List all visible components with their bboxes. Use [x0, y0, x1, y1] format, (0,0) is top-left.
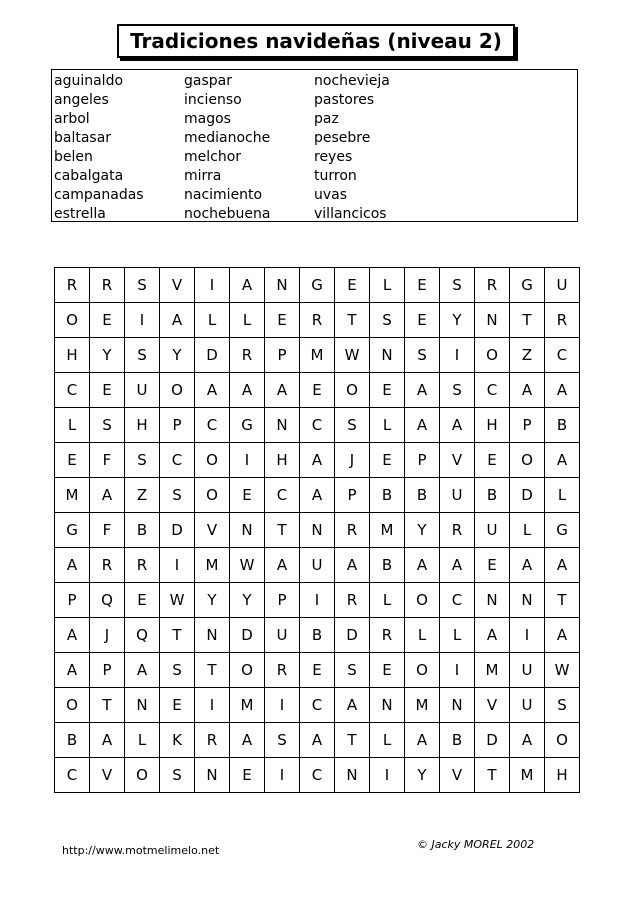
grid-cell[interactable]: N	[230, 513, 265, 548]
grid-cell[interactable]: E	[475, 443, 510, 478]
word-item: nochebuena	[184, 206, 271, 222]
grid-cell[interactable]: T	[195, 653, 230, 688]
grid-cell[interactable]: J	[90, 618, 125, 653]
grid-cell[interactable]: A	[510, 723, 545, 758]
grid-cell[interactable]: A	[55, 653, 90, 688]
grid-cell[interactable]: I	[440, 338, 475, 373]
grid-cell[interactable]: E	[125, 583, 160, 618]
grid-cell[interactable]: T	[335, 303, 370, 338]
grid-cell[interactable]: S	[335, 408, 370, 443]
grid-cell[interactable]: C	[440, 583, 475, 618]
grid-cell[interactable]: S	[265, 723, 300, 758]
grid-cell[interactable]: A	[160, 303, 195, 338]
grid-row	[55, 373, 580, 408]
grid-cell[interactable]: U	[510, 653, 545, 688]
grid-cell[interactable]: H	[125, 408, 160, 443]
grid-cell[interactable]: S	[125, 443, 160, 478]
grid-cell[interactable]: P	[405, 443, 440, 478]
grid-cell[interactable]: A	[405, 373, 440, 408]
grid-row	[55, 688, 580, 723]
grid-cell[interactable]: L	[370, 268, 405, 303]
grid-cell[interactable]: C	[160, 443, 195, 478]
grid-cell[interactable]: C	[300, 758, 335, 793]
grid-cell[interactable]: L	[370, 408, 405, 443]
word-item: mirra	[184, 168, 222, 184]
word-item: nacimiento	[184, 187, 263, 203]
word-column-3	[314, 72, 390, 224]
grid-row	[55, 653, 580, 688]
grid-cell[interactable]: I	[125, 303, 160, 338]
grid-cell[interactable]: Y	[405, 758, 440, 793]
grid-row	[55, 723, 580, 758]
grid-cell[interactable]: A	[475, 618, 510, 653]
grid-cell[interactable]: V	[195, 513, 230, 548]
grid-cell[interactable]: S	[90, 408, 125, 443]
grid-cell[interactable]: W	[335, 338, 370, 373]
grid-cell[interactable]: S	[440, 373, 475, 408]
grid-cell[interactable]: H	[55, 338, 90, 373]
grid-cell[interactable]: L	[125, 723, 160, 758]
grid-cell[interactable]: A	[125, 653, 160, 688]
grid-cell[interactable]: J	[335, 443, 370, 478]
grid-cell[interactable]: D	[475, 723, 510, 758]
page-title: Tradiciones navideñas (niveau 2)	[117, 24, 515, 58]
grid-cell[interactable]: U	[475, 513, 510, 548]
grid-row	[55, 583, 580, 618]
grid-cell[interactable]: N	[475, 583, 510, 618]
grid-cell[interactable]: E	[55, 443, 90, 478]
grid-cell[interactable]: S	[335, 653, 370, 688]
grid-cell[interactable]: E	[300, 653, 335, 688]
grid-cell[interactable]: A	[90, 478, 125, 513]
grid-cell[interactable]: C	[265, 478, 300, 513]
grid-cell[interactable]: E	[335, 268, 370, 303]
grid-cell[interactable]: K	[160, 723, 195, 758]
grid-cell[interactable]: Y	[405, 513, 440, 548]
grid-row	[55, 478, 580, 513]
grid-cell[interactable]: A	[510, 548, 545, 583]
grid-row	[55, 408, 580, 443]
grid-cell[interactable]: O	[125, 758, 160, 793]
grid-cell[interactable]: V	[90, 758, 125, 793]
grid-cell[interactable]: M	[510, 758, 545, 793]
grid-cell[interactable]: O	[230, 653, 265, 688]
grid-cell[interactable]: F	[90, 443, 125, 478]
grid-cell[interactable]: D	[195, 338, 230, 373]
grid-cell[interactable]: C	[300, 408, 335, 443]
grid-cell[interactable]: B	[55, 723, 90, 758]
grid-cell[interactable]: S	[125, 268, 160, 303]
grid-cell[interactable]: O	[55, 688, 90, 723]
word-item: villancicos	[314, 206, 387, 222]
grid-cell[interactable]: A	[230, 723, 265, 758]
word-column-2	[184, 72, 270, 224]
site-url: http://www.motmelimelo.net	[62, 844, 220, 857]
grid-cell[interactable]: L	[510, 513, 545, 548]
grid-row	[55, 548, 580, 583]
grid-cell[interactable]: S	[160, 758, 195, 793]
grid-cell[interactable]: P	[265, 338, 300, 373]
grid-cell[interactable]: M	[230, 688, 265, 723]
grid-row	[55, 338, 580, 373]
grid-cell[interactable]: P	[55, 583, 90, 618]
grid-cell[interactable]: E	[90, 303, 125, 338]
grid-cell[interactable]: A	[300, 443, 335, 478]
word-item: campanadas	[54, 187, 144, 203]
grid-cell[interactable]: L	[370, 583, 405, 618]
grid-cell[interactable]: R	[335, 583, 370, 618]
grid-cell[interactable]: R	[90, 548, 125, 583]
grid-cell[interactable]: B	[440, 723, 475, 758]
grid-cell[interactable]: Q	[90, 583, 125, 618]
grid-cell[interactable]: H	[545, 758, 580, 793]
grid-cell[interactable]: O	[55, 303, 90, 338]
word-item: angeles	[54, 92, 109, 108]
grid-cell[interactable]: E	[475, 548, 510, 583]
grid-cell[interactable]: P	[335, 478, 370, 513]
grid-cell[interactable]: E	[370, 373, 405, 408]
grid-cell[interactable]: Q	[125, 618, 160, 653]
grid-cell[interactable]: E	[405, 303, 440, 338]
grid-cell[interactable]: T	[510, 303, 545, 338]
grid-cell[interactable]: T	[545, 583, 580, 618]
grid-cell[interactable]: S	[440, 268, 475, 303]
word-item: baltasar	[54, 130, 112, 146]
grid-cell[interactable]: N	[195, 758, 230, 793]
word-item: incienso	[184, 92, 242, 108]
grid-cell[interactable]: B	[370, 478, 405, 513]
grid-cell[interactable]: P	[160, 408, 195, 443]
grid-cell[interactable]: N	[265, 408, 300, 443]
grid-cell[interactable]: R	[440, 513, 475, 548]
grid-cell[interactable]: U	[265, 618, 300, 653]
grid-cell[interactable]: A	[195, 373, 230, 408]
word-column-1	[54, 72, 144, 224]
grid-cell[interactable]: A	[335, 688, 370, 723]
grid-cell[interactable]: P	[510, 408, 545, 443]
grid-cell[interactable]: C	[55, 373, 90, 408]
grid-cell[interactable]: G	[510, 268, 545, 303]
grid-cell[interactable]: N	[440, 688, 475, 723]
grid-cell[interactable]: G	[55, 513, 90, 548]
grid-cell[interactable]: S	[160, 653, 195, 688]
grid-cell[interactable]: R	[545, 303, 580, 338]
grid-cell[interactable]: R	[265, 653, 300, 688]
grid-cell[interactable]: O	[160, 373, 195, 408]
grid-cell[interactable]: Y	[90, 338, 125, 373]
grid-cell[interactable]: I	[265, 758, 300, 793]
word-list	[51, 69, 578, 222]
grid-cell[interactable]: I	[440, 653, 475, 688]
grid-cell[interactable]: L	[405, 618, 440, 653]
grid-cell[interactable]: L	[195, 303, 230, 338]
grid-cell[interactable]: I	[230, 443, 265, 478]
grid-cell[interactable]: N	[195, 618, 230, 653]
grid-cell[interactable]: I	[300, 583, 335, 618]
grid-cell[interactable]: A	[510, 373, 545, 408]
word-item: magos	[184, 111, 231, 127]
grid-cell[interactable]: W	[160, 583, 195, 618]
grid-cell[interactable]: C	[55, 758, 90, 793]
grid-cell[interactable]: S	[405, 338, 440, 373]
grid-cell[interactable]: Y	[230, 583, 265, 618]
grid-cell[interactable]: L	[230, 303, 265, 338]
grid-cell[interactable]: S	[545, 688, 580, 723]
grid-cell[interactable]: R	[475, 268, 510, 303]
grid-cell[interactable]: A	[405, 548, 440, 583]
grid-cell[interactable]: A	[300, 478, 335, 513]
grid-cell[interactable]: U	[440, 478, 475, 513]
grid-cell[interactable]: Z	[510, 338, 545, 373]
grid-cell[interactable]: W	[545, 653, 580, 688]
grid-cell[interactable]: L	[55, 408, 90, 443]
grid-cell[interactable]: U	[545, 268, 580, 303]
grid-cell[interactable]: A	[300, 723, 335, 758]
grid-row	[55, 443, 580, 478]
grid-cell[interactable]: E	[90, 373, 125, 408]
grid-cell[interactable]: T	[160, 618, 195, 653]
grid-cell[interactable]: U	[300, 548, 335, 583]
grid-cell[interactable]: R	[300, 303, 335, 338]
word-item: arbol	[54, 111, 90, 127]
grid-cell[interactable]: O	[335, 373, 370, 408]
grid-cell[interactable]: A	[265, 373, 300, 408]
grid-cell[interactable]: R	[55, 268, 90, 303]
grid-cell[interactable]: F	[90, 513, 125, 548]
grid-cell[interactable]: B	[300, 618, 335, 653]
grid-cell[interactable]: N	[265, 268, 300, 303]
grid-cell[interactable]: I	[160, 548, 195, 583]
grid-cell[interactable]: H	[475, 408, 510, 443]
grid-cell[interactable]: E	[405, 268, 440, 303]
grid-row	[55, 303, 580, 338]
grid-cell[interactable]: D	[230, 618, 265, 653]
grid-cell[interactable]: Y	[440, 303, 475, 338]
grid-cell[interactable]: G	[300, 268, 335, 303]
grid-cell[interactable]: U	[125, 373, 160, 408]
grid-cell[interactable]: M	[475, 653, 510, 688]
word-item: turron	[314, 168, 357, 184]
grid-cell[interactable]: A	[90, 723, 125, 758]
grid-cell[interactable]: P	[265, 583, 300, 618]
grid-cell[interactable]: R	[125, 548, 160, 583]
grid-cell[interactable]: N	[510, 583, 545, 618]
grid-cell[interactable]: T	[265, 513, 300, 548]
grid-cell[interactable]: A	[55, 618, 90, 653]
grid-cell[interactable]: C	[545, 338, 580, 373]
grid-cell[interactable]: L	[545, 478, 580, 513]
grid-cell[interactable]: E	[370, 443, 405, 478]
grid-cell[interactable]: D	[510, 478, 545, 513]
grid-row	[55, 758, 580, 793]
grid-cell[interactable]: B	[545, 408, 580, 443]
word-item: nochevieja	[314, 73, 390, 89]
grid-cell[interactable]: E	[370, 653, 405, 688]
grid-cell[interactable]: M	[55, 478, 90, 513]
grid-cell[interactable]: O	[405, 583, 440, 618]
grid-cell[interactable]: C	[195, 408, 230, 443]
grid-cell[interactable]: A	[545, 443, 580, 478]
grid-cell[interactable]: V	[475, 688, 510, 723]
grid-cell[interactable]: S	[370, 303, 405, 338]
grid-cell[interactable]: E	[265, 303, 300, 338]
grid-row	[55, 268, 580, 303]
grid-cell[interactable]: A	[545, 618, 580, 653]
grid-cell[interactable]: I	[510, 618, 545, 653]
word-item: uvas	[314, 187, 348, 203]
copyright-notice: © Jacky MOREL 2002	[417, 838, 535, 851]
grid-cell[interactable]: W	[230, 548, 265, 583]
grid-row	[55, 513, 580, 548]
grid-cell[interactable]: T	[335, 723, 370, 758]
word-item: pastores	[314, 92, 375, 108]
grid-cell[interactable]: S	[160, 478, 195, 513]
grid-cell[interactable]: A	[405, 408, 440, 443]
grid-cell[interactable]: Z	[125, 478, 160, 513]
grid-cell[interactable]: B	[475, 478, 510, 513]
grid-cell[interactable]: N	[300, 513, 335, 548]
grid-cell[interactable]: U	[510, 688, 545, 723]
word-item: melchor	[184, 149, 242, 165]
grid-cell[interactable]: G	[230, 408, 265, 443]
grid-cell[interactable]: A	[230, 268, 265, 303]
word-item: belen	[54, 149, 93, 165]
grid-cell[interactable]: N	[475, 303, 510, 338]
grid-cell[interactable]: O	[195, 478, 230, 513]
grid-cell[interactable]: V	[160, 268, 195, 303]
grid-cell[interactable]: A	[335, 548, 370, 583]
grid-cell[interactable]: R	[230, 338, 265, 373]
grid-cell[interactable]: M	[370, 513, 405, 548]
grid-cell[interactable]: B	[125, 513, 160, 548]
grid-cell[interactable]: O	[510, 443, 545, 478]
grid-cell[interactable]: O	[405, 653, 440, 688]
grid-cell[interactable]: M	[405, 688, 440, 723]
grid-cell[interactable]: C	[300, 688, 335, 723]
grid-cell[interactable]: A	[405, 723, 440, 758]
grid-cell[interactable]: D	[335, 618, 370, 653]
grid-cell[interactable]: R	[370, 618, 405, 653]
grid-cell[interactable]: V	[440, 443, 475, 478]
word-item: estrella	[54, 206, 106, 222]
grid-cell[interactable]: P	[90, 653, 125, 688]
grid-cell[interactable]: H	[265, 443, 300, 478]
grid-cell[interactable]: L	[370, 723, 405, 758]
word-item: reyes	[314, 149, 353, 165]
grid-cell[interactable]: A	[545, 548, 580, 583]
word-item: aguinaldo	[54, 73, 124, 89]
grid-cell[interactable]: O	[475, 338, 510, 373]
grid-cell[interactable]: B	[370, 548, 405, 583]
grid-cell[interactable]: I	[265, 688, 300, 723]
grid-cell[interactable]: I	[195, 688, 230, 723]
grid-cell[interactable]: C	[475, 373, 510, 408]
grid-cell[interactable]: V	[440, 758, 475, 793]
letter-grid	[54, 267, 580, 793]
grid-cell[interactable]: A	[230, 373, 265, 408]
grid-cell[interactable]: Y	[160, 338, 195, 373]
grid-cell[interactable]: B	[405, 478, 440, 513]
grid-cell[interactable]: I	[370, 758, 405, 793]
grid-cell[interactable]: M	[195, 548, 230, 583]
grid-row	[55, 618, 580, 653]
grid-cell[interactable]: O	[195, 443, 230, 478]
grid-cell[interactable]: D	[160, 513, 195, 548]
grid-cell[interactable]: S	[125, 338, 160, 373]
grid-cell[interactable]: N	[335, 758, 370, 793]
grid-cell[interactable]: L	[440, 618, 475, 653]
grid-cell[interactable]: E	[230, 758, 265, 793]
grid-cell[interactable]: E	[230, 478, 265, 513]
word-item: gaspar	[184, 73, 232, 89]
grid-cell[interactable]: G	[545, 513, 580, 548]
grid-cell[interactable]: N	[370, 688, 405, 723]
grid-cell[interactable]: A	[265, 548, 300, 583]
word-item: paz	[314, 111, 339, 127]
grid-cell[interactable]: N	[125, 688, 160, 723]
grid-cell[interactable]: E	[160, 688, 195, 723]
word-item: pesebre	[314, 130, 371, 146]
word-item: medianoche	[184, 130, 271, 146]
grid-cell[interactable]: A	[440, 408, 475, 443]
grid-cell[interactable]: R	[195, 723, 230, 758]
word-item: cabalgata	[54, 168, 124, 184]
grid-cell[interactable]: A	[440, 548, 475, 583]
grid-cell[interactable]: M	[300, 338, 335, 373]
grid-cell[interactable]: R	[90, 268, 125, 303]
grid-cell[interactable]: A	[545, 373, 580, 408]
grid-cell[interactable]: E	[300, 373, 335, 408]
grid-cell[interactable]: O	[545, 723, 580, 758]
grid-cell[interactable]: T	[475, 758, 510, 793]
grid-cell[interactable]: A	[55, 548, 90, 583]
grid-cell[interactable]: I	[195, 268, 230, 303]
grid-cell[interactable]: Y	[195, 583, 230, 618]
grid-cell[interactable]: R	[335, 513, 370, 548]
grid-cell[interactable]: N	[370, 338, 405, 373]
grid-cell[interactable]: T	[90, 688, 125, 723]
